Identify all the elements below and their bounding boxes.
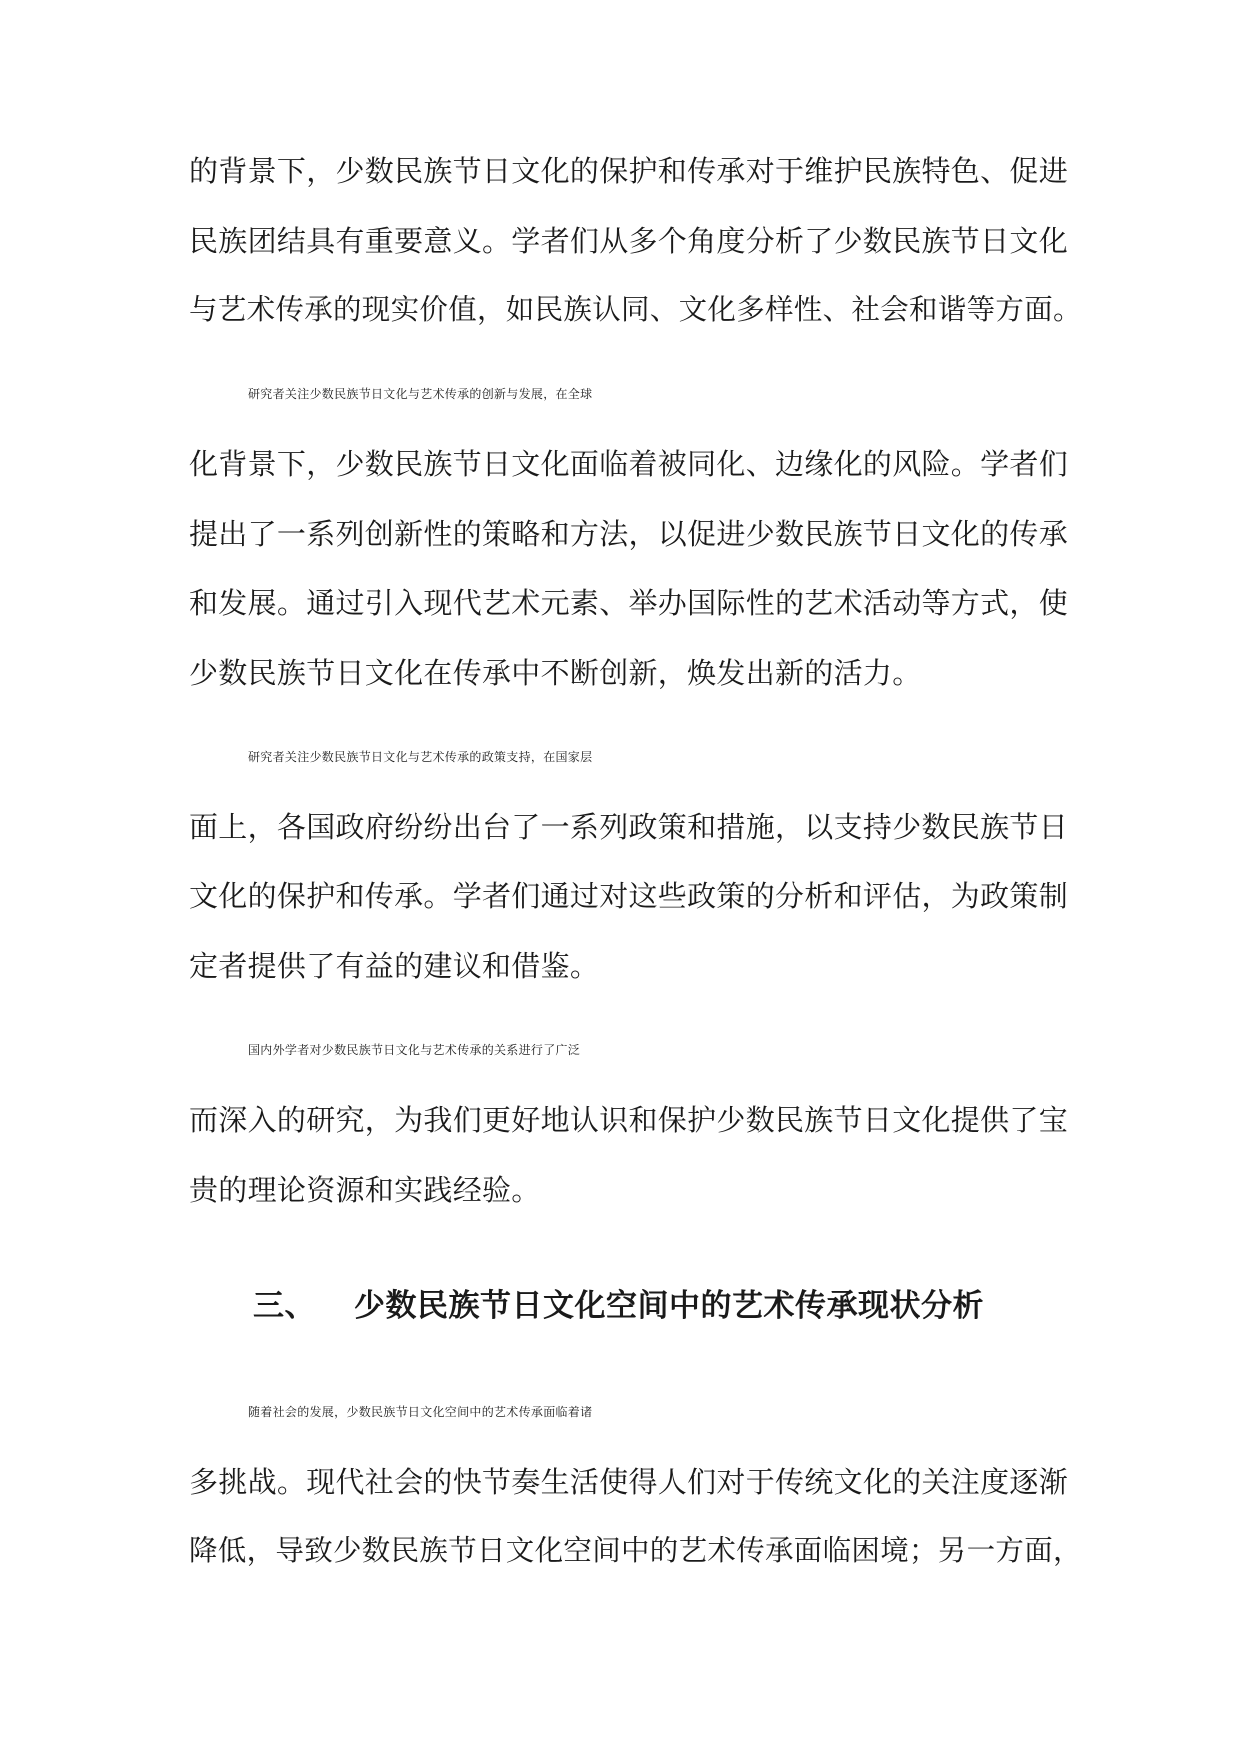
paragraph-2-line-5: 少数民族节日文化在传承中不断创新，焕发出新的活力。 [189,656,922,690]
paragraph-1-line-2: 民族团结具有重要意义。学者们从多个角度分析了少数民族节日文化 [189,224,1069,258]
paragraph-3-line-4: 定者提供了有益的建议和借鉴。 [189,949,600,983]
section-heading [253,1286,1073,1326]
paragraph-3-line-2: 面上，各国政府纷纷出台了一系列政策和措施，以支持少数民族节日 [189,810,1069,844]
paragraph-2-line-3: 提出了一系列创新性的策略和方法，以促进少数民族节日文化的传承 [189,517,1069,551]
paragraph-4-line-1: 国内外学者对少数民族节日文化与艺术传承的关系进行了广泛 [248,1043,581,1057]
section-number: 三、 [253,1288,316,1324]
paragraph-4-line-2: 而深入的研究，为我们更好地认识和保护少数民族节日文化提供了宝 [189,1103,1069,1137]
final-paragraph-line-2: 多挑战。现代社会的快节奏生活使得人们对于传统文化的关注度逐渐 [189,1465,1069,1499]
paragraph-1-line-3: 与艺术传承的现实价值，如民族认同、文化多样性、社会和谐等方面。 [189,293,1082,326]
paragraph-2-line-4: 和发展。通过引入现代艺术元素、举办国际性的艺术活动等方式，使 [189,586,1069,620]
paragraph-4-line-3: 贵的理论资源和实践经验。 [189,1173,541,1207]
section-title: 少数民族节日文化空间中的艺术传承现状分析 [354,1288,984,1324]
paragraph-3-line-1: 研究者关注少数民族节日文化与艺术传承的政策支持，在国家层 [248,750,593,764]
paragraph-3-line-3: 文化的保护和传承。学者们通过对这些政策的分析和评估，为政策制 [189,879,1069,913]
final-paragraph-line-3: 降低，导致少数民族节日文化空间中的艺术传承面临困境；另一方面， [189,1534,1082,1567]
final-paragraph-line-1: 随着社会的发展，少数民族节日文化空间中的艺术传承面临着诸 [248,1405,593,1419]
paragraph-1-line-1: 的背景下，少数民族节日文化的保护和传承对于维护民族特色、促进 [189,154,1069,188]
paragraph-2-line-2: 化背景下，少数民族节日文化面临着被同化、边缘化的风险。学者们 [189,447,1069,481]
paragraph-2-line-1: 研究者关注少数民族节日文化与艺术传承的创新与发展，在全球 [248,387,593,401]
